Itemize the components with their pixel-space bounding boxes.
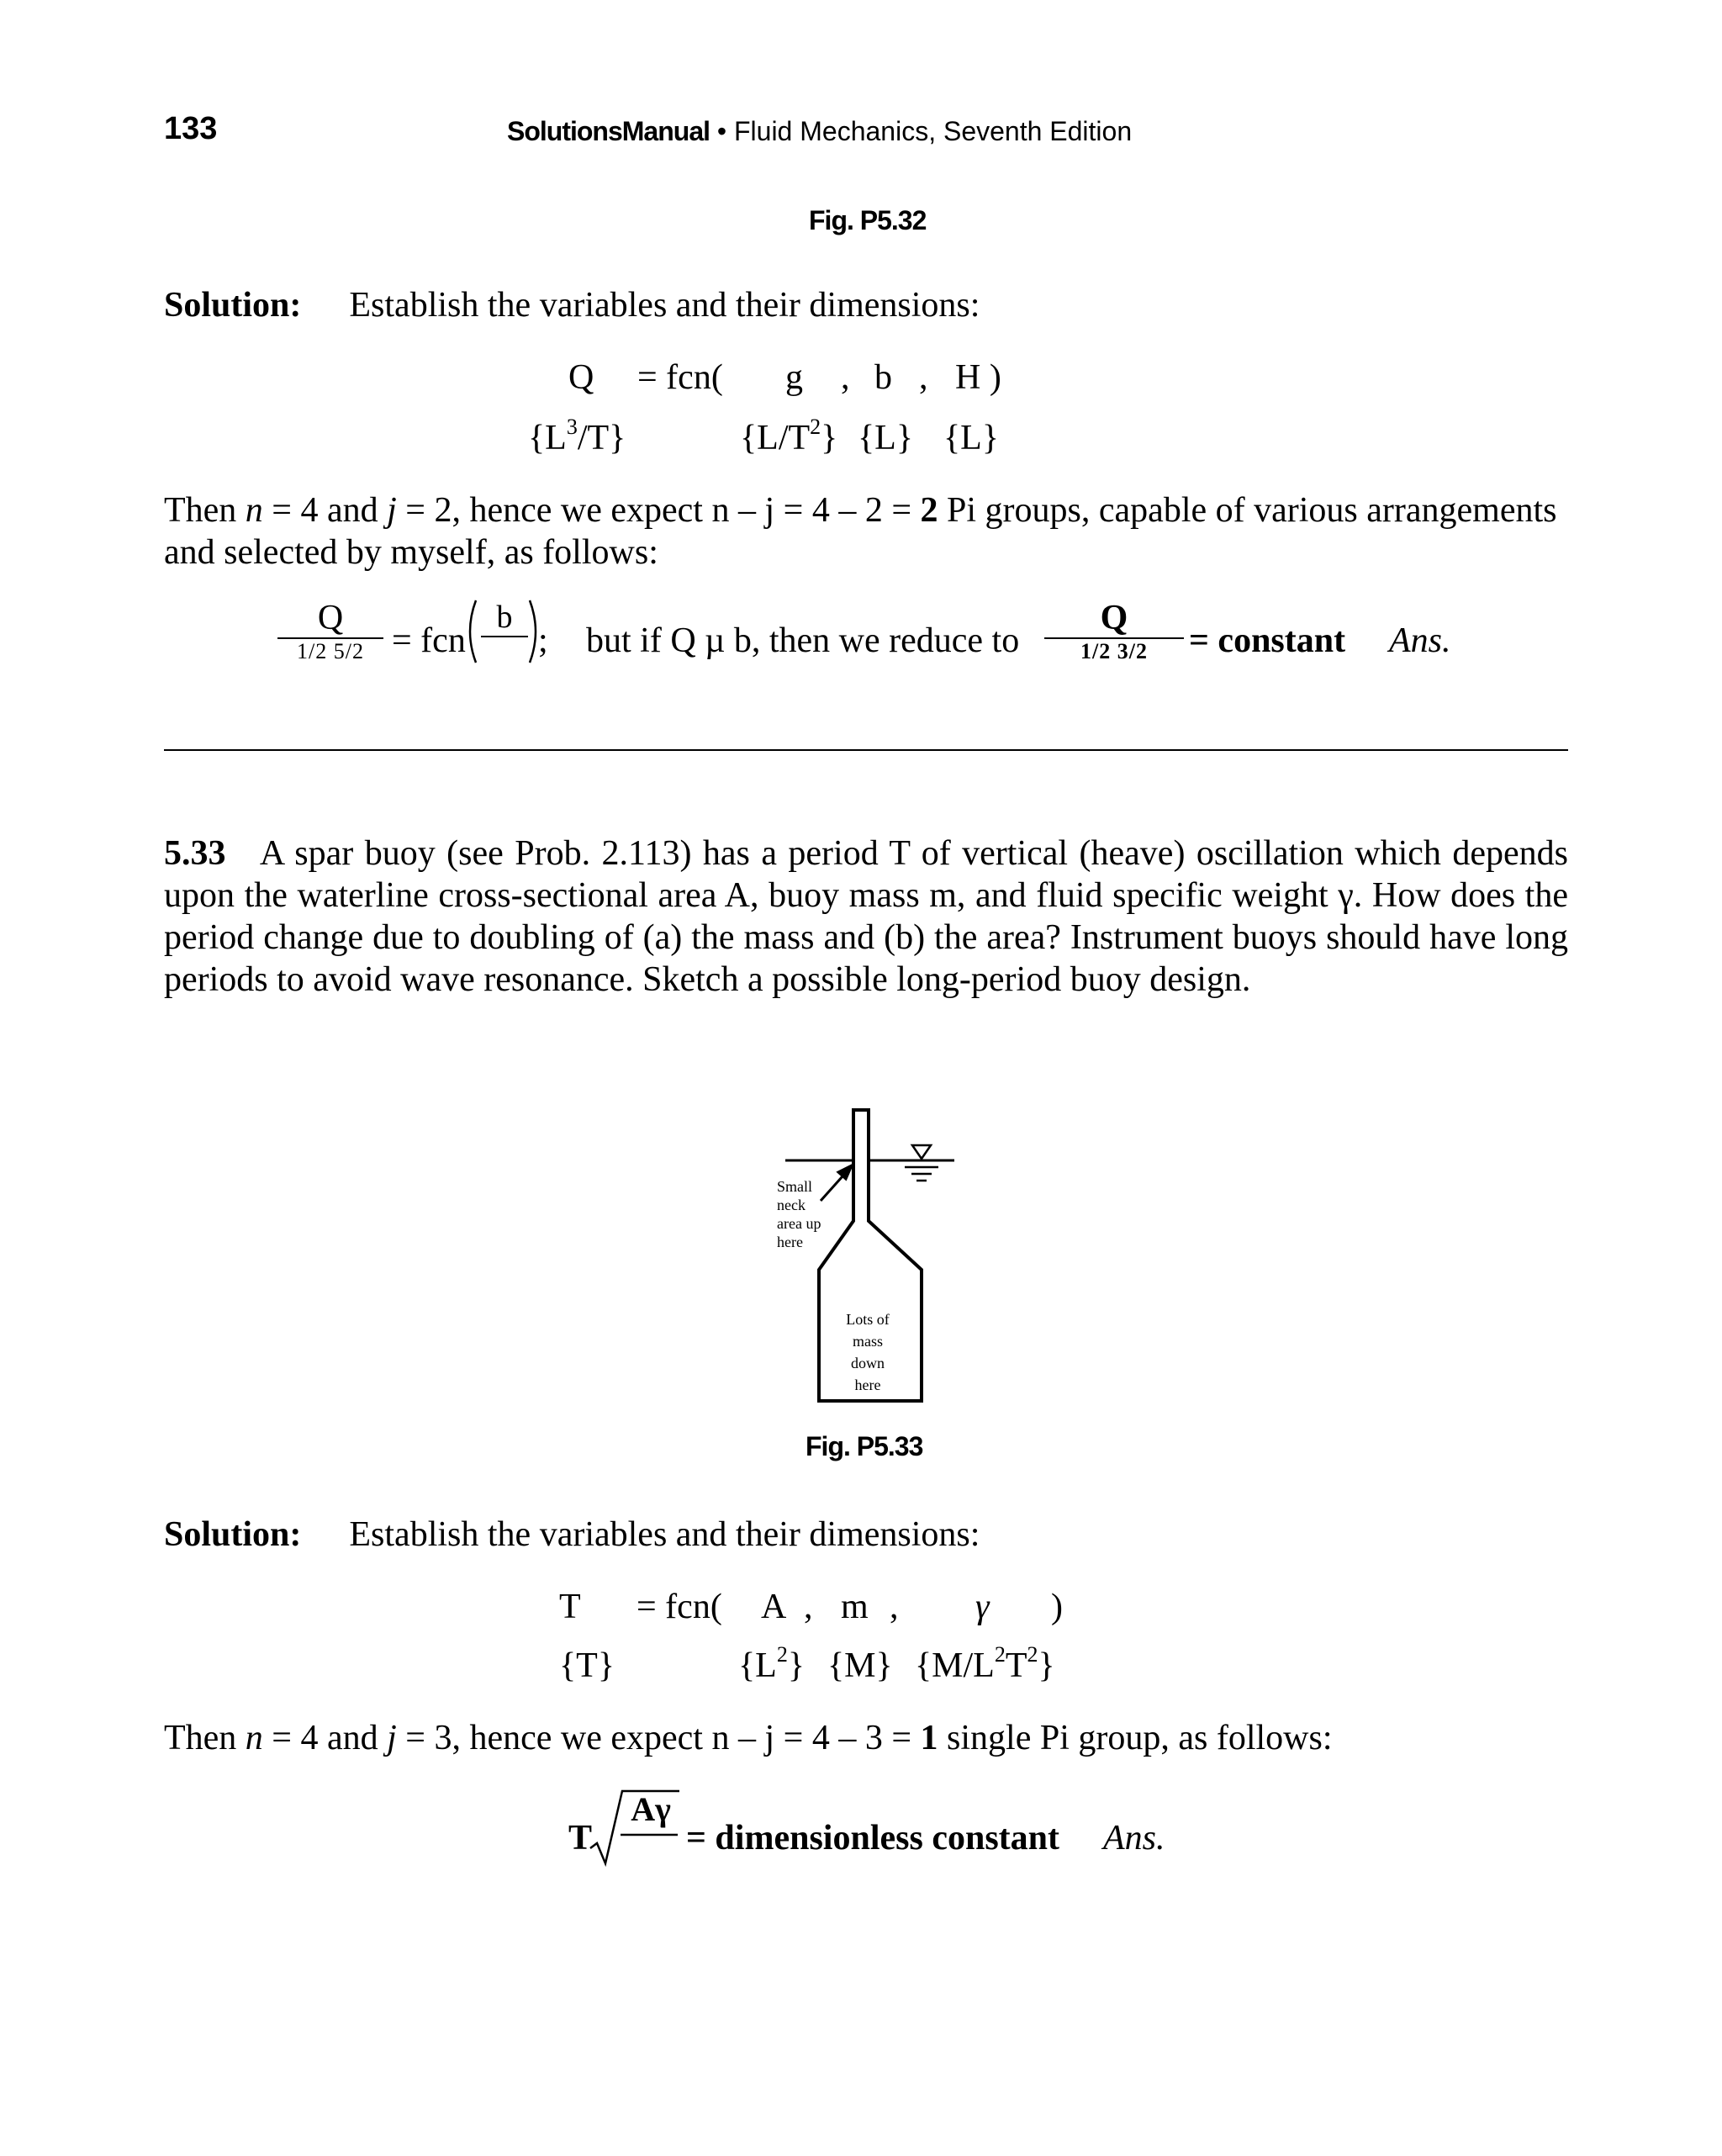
arg-fraction: b [481,599,528,637]
mass-label: Lots of mass down here [846,1311,890,1393]
dimensionless-result: = dimensionless constant [686,1819,1059,1857]
dim-b: {L} [858,419,913,457]
arrow-icon [821,1165,852,1201]
section-divider [164,749,1568,751]
var-m: m [841,1588,869,1626]
header-book-bold: SolutionsManual [507,116,710,146]
constant-result: = constant [1189,621,1346,660]
rhs-fraction: Q 1/2 3/2 [1044,599,1184,664]
var-comma-4: , [890,1588,899,1626]
var-Q: Q [568,358,594,397]
dim-m: {M} [827,1646,893,1685]
figure-caption-p533: Fig. P5.33 [806,1431,923,1461]
pi-count-line-1-p532: Then n = 4 and j = 2, hence we expect n – j = 4 – 2 = 2 Pi groups, capable of various arrangements [164,491,1557,530]
var-comma-2: , [919,358,928,397]
eq-T: T [568,1819,593,1857]
dim-T: {T} [559,1646,615,1685]
var-b: b [874,358,892,397]
dim-H: {L} [943,419,999,457]
neck-label: Small neck area up here [777,1178,821,1250]
figure-caption-p532: Fig. P5.32 [809,205,927,235]
pi-count-line-2-p532: and selected by myself, as follows: [164,533,658,572]
header-book-title: Fluid Mechanics, Seventh Edition [733,116,1133,146]
header-bullet: • [716,116,727,146]
solution-intro: Establish the variables and their dimensions: [349,286,980,325]
problem-statement-p533: 5.33 A spar buoy (see Prob. 2.113) has a period T of vertical (heave) oscillation which depends upon the waterline cross-sectional area A, buoy mass m, and fluid specific weight γ. How does the period change due to doubling of (a) the mass and (b) the area? Instrument buoys should have long periods to avoid wave resonance. Sketch a possible long-period buoy design. [164,834,1569,999]
ans-label-p532: Ans. [1389,621,1451,660]
dim-g: $\{L/T^2\}$ [740,415,838,457]
equals-fcn: = fcn [392,621,466,660]
var-H: H ) [955,358,1001,397]
page-number: 133 [164,111,218,146]
dim-A: $\{L^2\}$ [738,1642,805,1685]
radicand-numerator: Aγ [631,1790,671,1828]
var-g: g [785,358,803,397]
ans-label-p533: Ans. [1103,1819,1165,1857]
solution-label: Solution: [164,286,302,325]
pi-count-line-p533: Then n = 4 and j = 3, hence we expect n – j = 4 – 3 = 1 single Pi group, as follows: [164,1719,1333,1757]
var-comma-1: , [841,358,850,397]
solution-line-p533: Solution: Establish the variables and their dimensions: [164,1515,980,1554]
running-header [507,116,1132,147]
var-fcn-2: = fcn( [637,1588,722,1626]
water-surface-icon [905,1145,938,1181]
solution-line-p532 [164,284,980,326]
var-A: A [761,1588,787,1626]
semicolon: ; [538,621,548,660]
var-comma-3: , [804,1588,813,1626]
var-gamma: γ [975,1588,990,1626]
var-T: T [559,1588,581,1626]
left-paren [462,599,478,664]
var-close-paren: ) [1051,1588,1063,1626]
var-fcn: = fcn( [637,358,723,397]
lhs-fraction: Q 1/2 5/2 [277,599,383,664]
dim-gamma: $\{M/L^2T^2\}$ [915,1642,1055,1685]
reduction-text: but if Q µ b, then we reduce to [586,621,1020,660]
dim-Q: $\{L^3/T\}$ [528,415,626,457]
